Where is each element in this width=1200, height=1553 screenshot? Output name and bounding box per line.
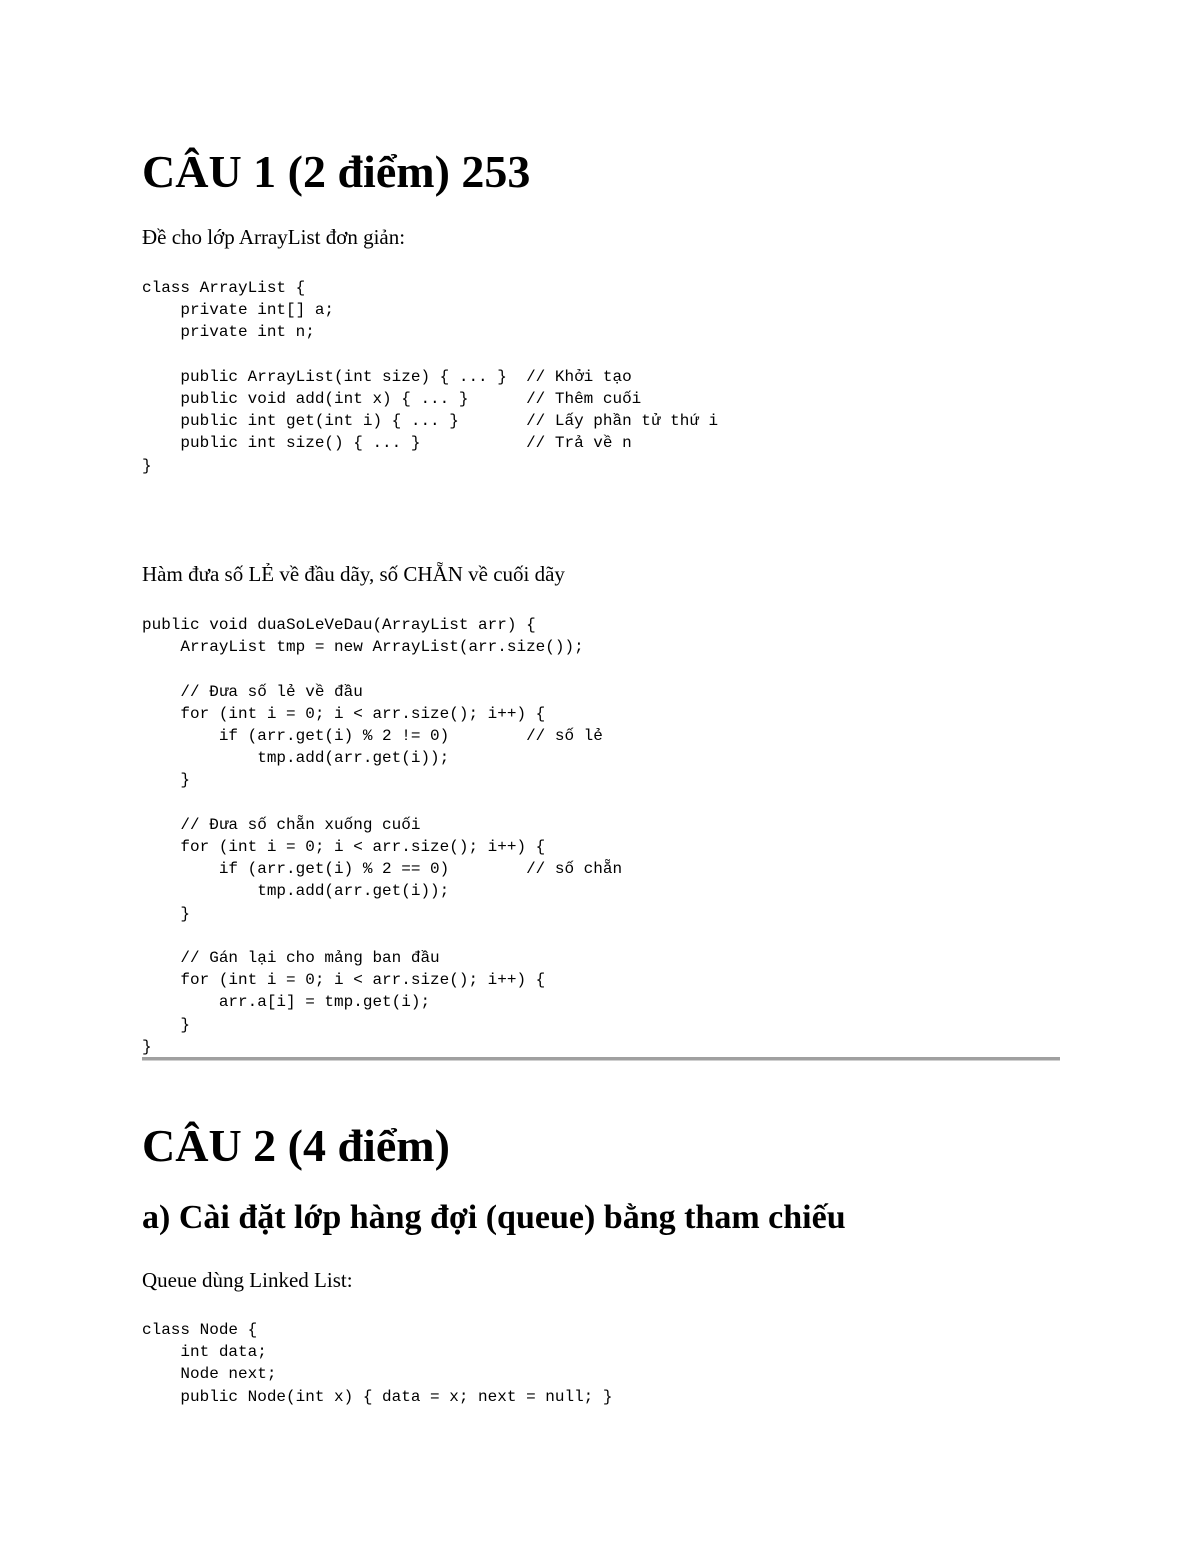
section-divider — [142, 1057, 1060, 1061]
dua-so-le-ve-dau-code: public void duaSoLeVeDau(ArrayList arr) { ArrayList tmp = new ArrayList(arr.size()); // Đưa số lẻ về đầu for (int i = 0; i < arr.size(); i++) { if (arr.get(i) % 2 != 0) // số lẻ tmp.add(arr.get(i)); } // Đưa số chẵn xuống cuối for (int i = 0; i < arr.size(); i++) { if (arr.get(i) % 2 == 0) // số chẵn tmp.add(arr.get(i)); } // Gán lại cho mảng ban đầu for (int i = 0; i < arr.size(); i++) { arr.a[i] = tmp.get(i); } } — [142, 616, 623, 1056]
arraylist-class-code: class ArrayList { private int[] a; private int n; public ArrayList(int size) { ... } // Khởi tạo public void add(int x) { ... } // Thêm cuối public int get(int i) { ... } // Lấy phần tử thứ i public int size() { ... } // Trả về n } — [142, 279, 719, 475]
node-class-code: class Node { int data; Node next; public Node(int x) { data = x; next = null; } — [142, 1321, 613, 1406]
question-2-title: CÂU 2 (4 điểm) — [142, 1120, 450, 1171]
question-1-description: Hàm đưa số LẺ về đầu dãy, số CHẴN về cuối dãy — [142, 562, 565, 586]
question-1-intro: Đề cho lớp ArrayList đơn giản: — [142, 225, 406, 249]
question-1-title: CÂU 1 (2 điểm) 253 — [142, 146, 531, 197]
question-2a-subtitle: a) Cài đặt lớp hàng đợi (queue) bằng tham chiếu — [142, 1199, 846, 1236]
question-2-intro: Queue dùng Linked List: — [142, 1268, 353, 1292]
